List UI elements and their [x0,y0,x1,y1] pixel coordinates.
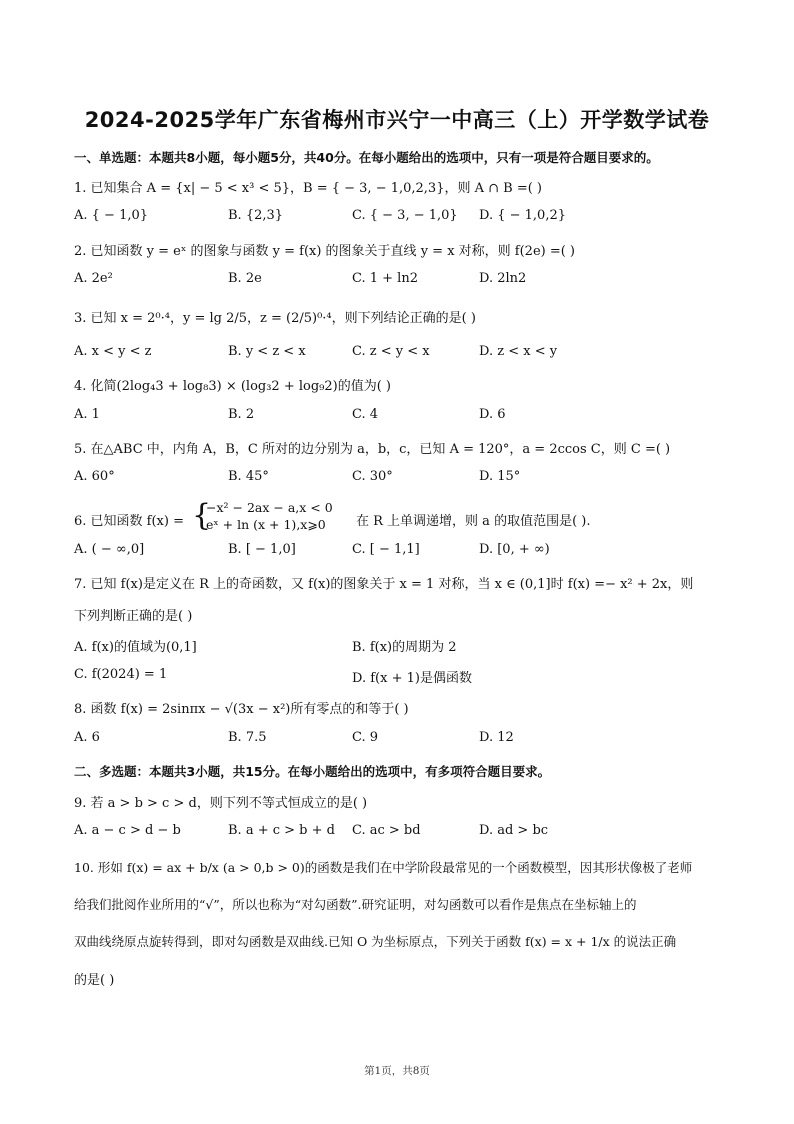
question-1-option-c: C. { − 3, − 1,0} [352,208,458,223]
question-1-options [74,208,734,226]
question-7-options-row-2 [74,667,734,685]
question-9-stem: 9. 若 a > b > c > d，则下列不等式恒成立的是( ) [74,796,368,811]
question-7-option-d: D. f(x + 1)是偶函数 [352,671,472,686]
question-10-stem-line-4: 的是( ) [74,973,115,988]
question-2-option-c: C. 1 + ln2 [352,271,418,286]
question-6-option-d: D. [0, + ∞) [479,542,550,557]
question-7-stem-line-1: 7. 已知 f(x)是定义在 R 上的奇函数，又 f(x)的图象关于 x = 1 对称，当 x ∈ (0,1]时 f(x) =− x² + 2x，则 [74,577,694,592]
question-6-piece-1: −x² − 2ax − a,x < 0 [206,500,333,515]
question-5-option-b: B. 45° [228,469,269,484]
question-5-stem: 5. 在△ABC 中，内角 A，B，C 所对的边分别为 a，b，c，已知 A = 120°，a = 2ccos C，则 C =( ) [74,442,671,457]
question-6-option-a: A. ( − ∞,0] [74,542,145,557]
question-10-stem-line-2: 给我们批阅作业所用的“√”，所以也称为“对勾函数”.研究证明，对勾函数可以看作是焦点在坐标轴上的 [74,897,637,912]
question-3-option-d: D. z < x < y [479,344,558,359]
question-8-option-d: D. 12 [479,730,514,745]
question-2-stem: 2. 已知函数 y = eˣ 的图象与函数 y = f(x) 的图象关于直线 y = x 对称，则 f(2e) =( ) [74,244,576,259]
question-7-option-a: A. f(x)的值域为(0,1] [74,640,197,655]
question-9-option-b: B. a + c > b + d [228,823,335,838]
question-10-stem-line-1: 10. 形如 f(x) = ax + b/x (a > 0,b > 0)的函数是我们在中学阶段最常见的一个函数模型，因其形状像极了老师 [74,860,693,875]
question-9-option-d: D. ad > bc [479,823,549,838]
question-3-options [74,344,734,362]
question-6-piece-2: eˣ + ln (x + 1),x⩾0 [206,517,326,532]
question-2-option-d: D. 2ln2 [479,271,527,286]
page-footer: 第1页，共8页 [364,1065,430,1077]
question-9-option-a: A. a − c > d − b [74,823,181,838]
question-9-option-c: C. ac > bd [352,823,421,838]
question-1-option-b: B. {2,3} [228,208,284,223]
question-4-option-d: D. 6 [479,407,506,422]
question-7-stem-line-2: 下列判断正确的是( ) [74,609,193,624]
question-6-option-b: B. [ − 1,0] [228,542,296,557]
question-8-option-c: C. 9 [352,730,379,745]
question-5-option-a: A. 60° [74,469,115,484]
question-4-option-c: C. 4 [352,407,379,422]
question-1-stem: 1. 已知集合 A = {x| − 5 < x³ < 5}，B = { − 3, − 1,0,2,3}，则 A ∩ B =( ) [74,181,543,196]
question-5-options [74,469,734,487]
question-2-option-a: A. 2e² [74,271,113,286]
question-3-option-a: A. x < y < z [74,344,152,359]
question-4-stem: 4. 化简(2log₄3 + log₈3) × (log₃2 + log₉2)的值为( ) [74,379,391,394]
question-6-stem-suffix: 在 R 上单调递增，则 a 的取值范围是( ). [356,514,591,529]
section-header-single-choice: 一、单选题：本题共8小题，每小题5分，共40分。在每小题给出的选项中，只有一项是符合题目要求的。 [74,150,659,165]
question-8-stem: 8. 函数 f(x) = 2sinπx − √(3x − x²)所有零点的和等于( ) [74,702,409,717]
question-6-option-c: C. [ − 1,1] [352,542,420,557]
question-4-options [74,407,734,425]
question-3-option-c: C. z < y < x [352,344,430,359]
question-4-option-a: A. 1 [74,407,100,422]
question-9-options [74,823,734,841]
question-3-stem: 3. 已知 x = 2⁰·⁴，y = lg 2/5，z = (2/5)⁰·⁴，则下列结论正确的是( ) [74,311,476,326]
question-2-option-b: B. 2e [228,271,262,286]
question-8-option-b: B. 7.5 [228,730,267,745]
question-1-option-a: A. { − 1,0} [74,208,149,223]
question-7-options-row-1 [74,636,734,654]
exam-title: 2024-2025学年广东省梅州市兴宁一中高三（上）开学数学试卷 [84,108,710,132]
question-3-option-b: B. y < z < x [228,344,306,359]
question-8-option-a: A. 6 [74,730,100,745]
question-4-option-b: B. 2 [228,407,255,422]
question-8-options [74,730,734,748]
question-6-stem [74,500,734,536]
section-header-multiple-choice: 二、多选题：本题共3小题，共15分。在每小题给出的选项中，有多项符合题目要求。 [74,764,551,779]
question-2-options [74,271,734,289]
question-6-stem-prefix: 6. 已知函数 f(x) = [74,514,184,529]
piecewise-brace: { [192,498,212,533]
question-6-options [74,542,734,560]
question-10-stem-line-3: 双曲线绕原点旋转得到，即对勾函数是双曲线.已知 O 为坐标原点，下列关于函数 f(x) = x + 1/x 的说法正确 [74,934,677,949]
question-5-option-c: C. 30° [352,469,393,484]
question-1-option-d: D. { − 1,0,2} [479,208,567,223]
question-7-option-b: B. f(x)的周期为 2 [352,640,457,655]
question-5-option-d: D. 15° [479,469,521,484]
question-7-option-c: C. f(2024) = 1 [74,667,168,682]
